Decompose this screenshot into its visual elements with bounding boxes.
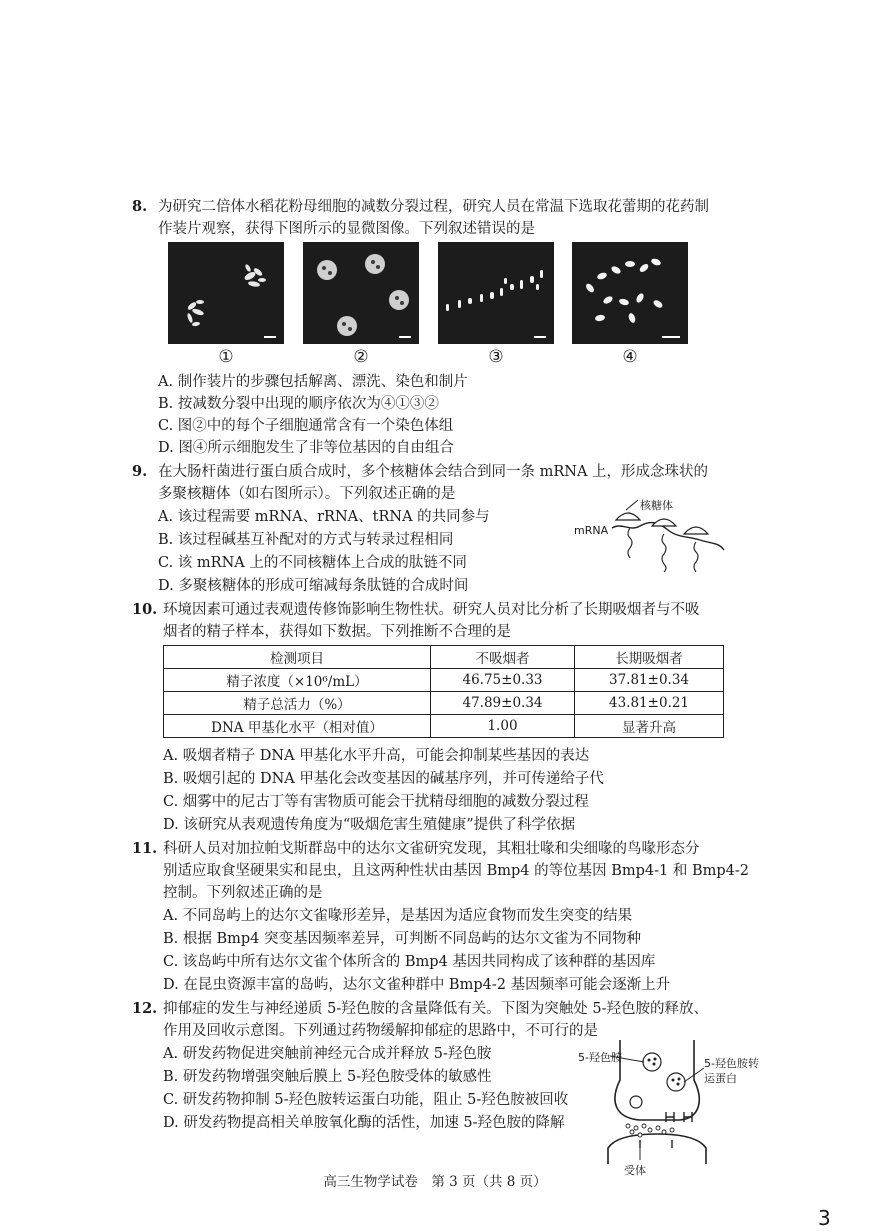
question-10-option-c: C. 烟雾中的尼古丁等有害物质可能会干扰精母细胞的减数分裂过程: [163, 794, 589, 810]
question-11-stem-line-2: 别适应取食坚硬果实和昆虫，且这两种性状由基因 Bmp4 的等位基因 Bmp4-1 和 Bmp4-2: [163, 863, 750, 879]
table-cell: 1.00: [431, 715, 575, 738]
table-cell: 精子总活力（%）: [164, 692, 431, 715]
micrograph-4-label: ④: [622, 347, 638, 367]
question-11-option-d: D. 在昆虫资源丰富的岛屿，达尔文雀种群中 Bmp4-2 基因频率可能会逐渐上升: [163, 977, 671, 993]
question-11-option-b: B. 根据 Bmp4 突变基因频率差异，可判断不同岛屿的达尔文雀为不同物种: [163, 931, 642, 947]
question-10-stem-line-2: 烟者的精子样本，获得如下数据。下列推断不合理的是: [163, 624, 511, 640]
table-cell: 精子浓度（×10⁶/mL）: [164, 669, 431, 692]
question-8-stem-line-2: 作装片观察，获得下图所示的显微图像。下列叙述错误的是: [158, 221, 535, 237]
question-12-stem-line-2: 作用及回收示意图。下列通过药物缓解抑郁症的思路中，不可行的是: [163, 1023, 598, 1039]
micrograph-3-label: ③: [488, 347, 504, 367]
table-row: [164, 692, 724, 715]
micrograph-3: [438, 242, 554, 344]
question-8-number: 8.: [132, 198, 148, 215]
question-10-option-b: B. 吸烟引起的 DNA 甲基化会改变基因的碱基序列，并可传递给子代: [163, 771, 604, 787]
table-header: 检测项目: [164, 646, 431, 669]
question-8-option-d: D. 图④所示细胞发生了非等位基因的自由组合: [158, 440, 454, 456]
table-header: 不吸烟者: [431, 646, 575, 669]
serotonin-label: 5-羟色胺: [578, 1051, 622, 1064]
table-cell: 46.75±0.33: [431, 669, 575, 692]
question-12-number: 12.: [132, 1000, 158, 1017]
question-9-number: 9.: [132, 463, 148, 480]
page-number: 3: [818, 1206, 831, 1230]
question-9-option-c: C. 该 mRNA 上的不同核糖体上合成的肽链不同: [158, 555, 467, 571]
table-row: [164, 715, 724, 738]
question-10-option-d: D. 该研究从表观遗传角度为“吸烟危害生殖健康”提供了科学依据: [163, 817, 576, 833]
question-11-option-a: A. 不同岛屿上的达尔文雀喙形差异，是基因为适应食物而发生突变的结果: [163, 908, 633, 924]
question-9-option-b: B. 该过程碱基互补配对的方式与转录过程相同: [158, 532, 454, 548]
micrograph-4: [572, 242, 688, 344]
table-cell: 43.81±0.21: [575, 692, 724, 715]
table-header-row: [164, 646, 724, 669]
micrograph-2-label: ②: [353, 347, 369, 367]
question-9-option-d: D. 多聚核糖体的形成可缩减每条肽链的合成时间: [158, 578, 469, 594]
table-cell: 37.81±0.34: [575, 669, 724, 692]
receptor-label: 受体: [624, 1164, 646, 1177]
table-cell: 显著升高: [575, 715, 724, 738]
sperm-data-table: [163, 645, 724, 738]
question-8-option-a: A. 制作装片的步骤包括解离、漂洗、染色和制片: [158, 374, 468, 390]
question-11-stem-line-3: 控制。下列叙述正确的是: [163, 885, 323, 901]
page-footer: 高三生物学试卷 第 3 页（共 8 页）: [323, 1174, 547, 1190]
table-header: 长期吸烟者: [575, 646, 724, 669]
micrograph-1-label: ①: [218, 347, 234, 367]
mrna-label: mRNA: [574, 524, 609, 537]
question-11-stem-line-1: 科研人员对加拉帕戈斯群岛中的达尔文雀研究发现，其粗壮喙和尖细喙的鸟喙形态分: [163, 841, 700, 857]
question-11-option-c: C. 该岛屿中所有达尔文雀个体所含的 Bmp4 基因共同构成了该种群的基因库: [163, 954, 656, 970]
question-9-option-a: A. 该过程需要 mRNA、rRNA、tRNA 的共同参与: [158, 509, 490, 525]
question-12-option-c: C. 研发药物抑制 5-羟色胺转运蛋白功能，阻止 5-羟色胺被回收: [163, 1092, 569, 1108]
question-12-stem-line-1: 抑郁症的发生与神经递质 5-羟色胺的含量降低有关。下图为突触处 5-羟色胺的释放、: [163, 1001, 708, 1017]
micrograph-1: [168, 242, 284, 344]
micrograph-2: [303, 242, 419, 344]
table-cell: 47.89±0.34: [431, 692, 575, 715]
question-8-option-b: B. 按减数分裂中出现的顺序依次为④①③②: [158, 396, 439, 412]
question-9-stem-line-1: 在大肠杆菌进行蛋白质合成时，多个核糖体会结合到同一条 mRNA 上，形成念珠状的: [158, 464, 709, 480]
question-10-number: 10.: [132, 601, 158, 618]
table-row: [164, 669, 724, 692]
question-9-stem-line-2: 多聚核糖体（如右图所示）。下列叙述正确的是: [158, 486, 456, 502]
question-8-stem-line-1: 为研究二倍体水稻花粉母细胞的减数分裂过程，研究人员在常温下选取花蕾期的花药制: [158, 199, 709, 215]
question-8-option-c: C. 图②中的每个子细胞通常含有一个染色体组: [158, 418, 454, 434]
question-12-option-a: A. 研发药物促进突触前神经元合成并释放 5-羟色胺: [163, 1046, 492, 1062]
ribosome-label: 核糖体: [640, 499, 673, 512]
table-cell: DNA 甲基化水平（相对值）: [164, 715, 431, 738]
question-11-number: 11.: [132, 840, 158, 857]
question-10-stem-line-1: 环境因素可通过表观遗传修饰影响生物性状。研究人员对比分析了长期吸烟者与不吸: [163, 602, 700, 618]
question-12-option-d: D. 研发药物提高相关单胺氧化酶的活性，加速 5-羟色胺的降解: [163, 1115, 565, 1131]
question-10-option-a: A. 吸烟者精子 DNA 甲基化水平升高，可能会抑制某些基因的表达: [163, 748, 590, 764]
transporter-label-line-2: 运蛋白: [704, 1072, 737, 1085]
transporter-label: 5-羟色胺转: [704, 1057, 759, 1070]
question-12-option-b: B. 研发药物增强突触后膜上 5-羟色胺受体的敏感性: [163, 1069, 492, 1085]
